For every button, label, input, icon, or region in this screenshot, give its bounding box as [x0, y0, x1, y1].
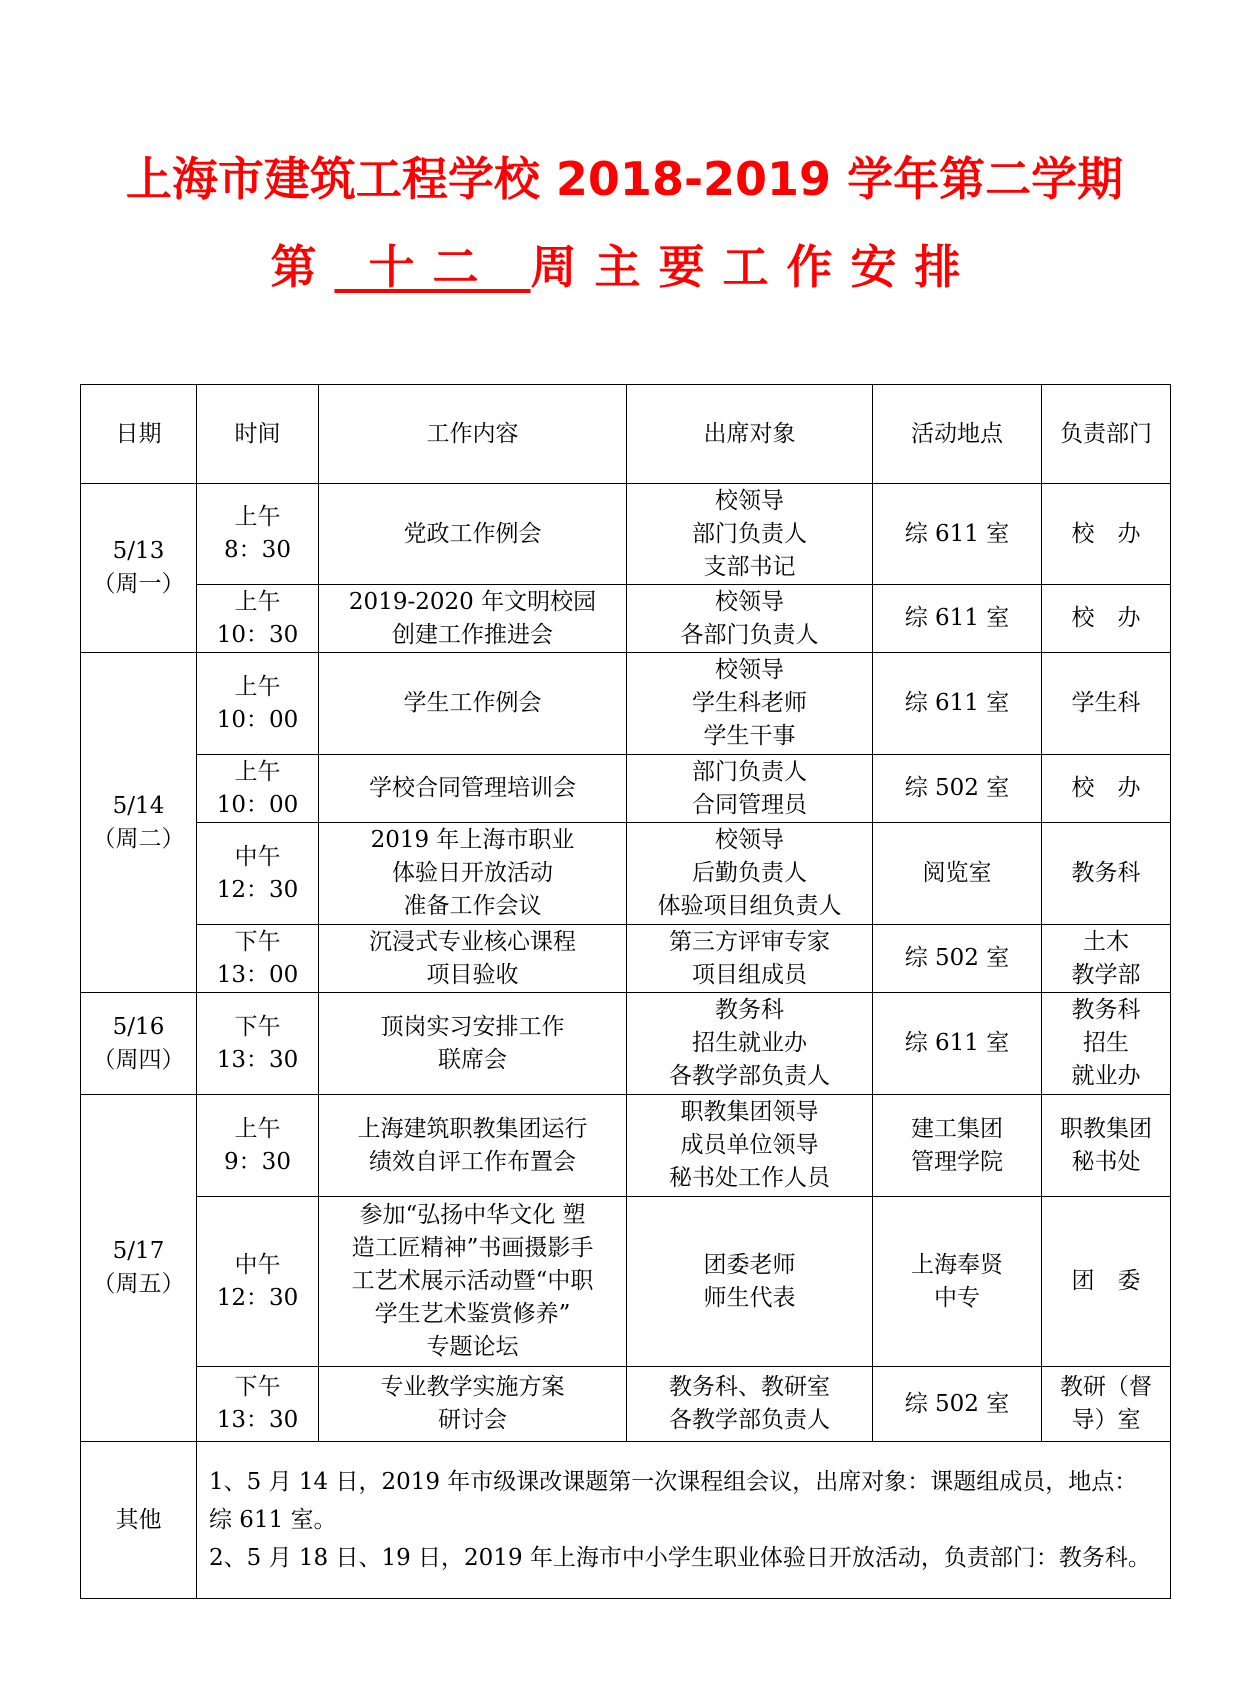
content-cell: 沉浸式专业核心课程 项目验收 [319, 925, 627, 993]
attendees-cell: 团委老师 师生代表 [627, 1197, 873, 1367]
dept-cell: 教研（督 导）室 [1042, 1367, 1171, 1442]
time-cell: 上午 10：00 [197, 755, 319, 823]
location-cell: 综 611 室 [873, 585, 1042, 653]
schedule-table [80, 384, 1171, 1599]
dept-cell: 校 办 [1042, 755, 1171, 823]
subtitle-prefix: 第 [270, 240, 335, 294]
document-title: 上海市建筑工程学校 2018-2019 学年第二学期 [125, 152, 1124, 206]
document-subtitle [0, 237, 1249, 297]
content-cell: 2019-2020 年文明校园 创建工作推进会 [319, 585, 627, 653]
content-cell: 参加“弘扬中华文化 塑 造工匠精神”书画摄影手 工艺术展示活动暨“中职 学生艺术鉴赏修养” 专题论坛 [319, 1197, 627, 1367]
subtitle-suffix: 周主要工作安排 [530, 240, 979, 294]
content-cell: 2019 年上海市职业 体验日开放活动 准备工作会议 [319, 823, 627, 925]
table-row [81, 823, 1171, 925]
attendees-cell: 部门负责人 合同管理员 [627, 755, 873, 823]
dept-cell: 学生科 [1042, 653, 1171, 755]
time-cell: 下午 13：30 [197, 993, 319, 1095]
location-cell: 综 502 室 [873, 1367, 1042, 1442]
other-notes [197, 1442, 1171, 1599]
dept-cell: 教务科 [1042, 823, 1171, 925]
content-cell: 顶岗实习安排工作 联席会 [319, 993, 627, 1095]
time-cell: 下午 13：00 [197, 925, 319, 993]
time-cell: 中午 12：30 [197, 1197, 319, 1367]
location-cell: 上海奉贤 中专 [873, 1197, 1042, 1367]
other-row [81, 1442, 1171, 1599]
header-row [81, 385, 1171, 484]
table-row [81, 1095, 1171, 1197]
header-attendees: 出席对象 [627, 385, 873, 484]
header-time: 时间 [197, 385, 319, 484]
attendees-cell: 教务科、教研室 各教学部负责人 [627, 1367, 873, 1442]
table-row [81, 484, 1171, 585]
note-item: 1、5 月 14 日，2019 年市级课改课题第一次课程组会议，出席对象：课题组成员，地点：综 611 室。 [209, 1469, 1138, 1533]
time-cell: 上午 10：00 [197, 653, 319, 755]
dept-cell: 职教集团 秘书处 [1042, 1095, 1171, 1197]
date-cell: 5/14 （周二） [81, 653, 197, 993]
date-cell: 5/13 （周一） [81, 484, 197, 653]
location-cell: 综 502 室 [873, 925, 1042, 993]
content-cell: 学生工作例会 [319, 653, 627, 755]
time-cell: 上午 8：30 [197, 484, 319, 585]
dept-cell: 校 办 [1042, 484, 1171, 585]
dept-cell: 土木 教学部 [1042, 925, 1171, 993]
time-cell: 上午 9：30 [197, 1095, 319, 1197]
date-cell: 5/17 （周五） [81, 1095, 197, 1442]
table-row [81, 925, 1171, 993]
header-dept: 负责部门 [1042, 385, 1171, 484]
time-cell: 下午 13：30 [197, 1367, 319, 1442]
table-row [81, 993, 1171, 1095]
other-label: 其他 [81, 1442, 197, 1599]
location-cell: 综 502 室 [873, 755, 1042, 823]
location-cell: 综 611 室 [873, 653, 1042, 755]
attendees-cell: 校领导 学生科老师 学生干事 [627, 653, 873, 755]
dept-cell: 校 办 [1042, 585, 1171, 653]
note-item: 2、5 月 18 日、19 日，2019 年上海市中小学生职业体验日开放活动，负责部门：教务科。 [209, 1545, 1151, 1571]
table-row [81, 1197, 1171, 1367]
content-cell: 专业教学实施方案 研讨会 [319, 1367, 627, 1442]
table-row [81, 653, 1171, 755]
content-cell: 党政工作例会 [319, 484, 627, 585]
table-row [81, 585, 1171, 653]
attendees-cell: 教务科 招生就业办 各教学部负责人 [627, 993, 873, 1095]
attendees-cell: 校领导 部门负责人 支部书记 [627, 484, 873, 585]
location-cell: 综 611 室 [873, 993, 1042, 1095]
date-cell: 5/16 （周四） [81, 993, 197, 1095]
attendees-cell: 第三方评审专家 项目组成员 [627, 925, 873, 993]
dept-cell: 团 委 [1042, 1197, 1171, 1367]
table-row [81, 1367, 1171, 1442]
header-location: 活动地点 [873, 385, 1042, 484]
location-cell: 综 611 室 [873, 484, 1042, 585]
location-cell: 阅览室 [873, 823, 1042, 925]
attendees-cell: 校领导 各部门负责人 [627, 585, 873, 653]
header-content: 工作内容 [319, 385, 627, 484]
table-row [81, 755, 1171, 823]
attendees-cell: 校领导 后勤负责人 体验项目组负责人 [627, 823, 873, 925]
content-cell: 学校合同管理培训会 [319, 755, 627, 823]
time-cell: 上午 10：30 [197, 585, 319, 653]
header-date: 日期 [81, 385, 197, 484]
time-cell: 中午 12：30 [197, 823, 319, 925]
attendees-cell: 职教集团领导 成员单位领导 秘书处工作人员 [627, 1095, 873, 1197]
content-cell: 上海建筑职教集团运行 绩效自评工作布置会 [319, 1095, 627, 1197]
week-number: 十二 [334, 240, 531, 294]
dept-cell: 教务科 招生 就业办 [1042, 993, 1171, 1095]
location-cell: 建工集团 管理学院 [873, 1095, 1042, 1197]
